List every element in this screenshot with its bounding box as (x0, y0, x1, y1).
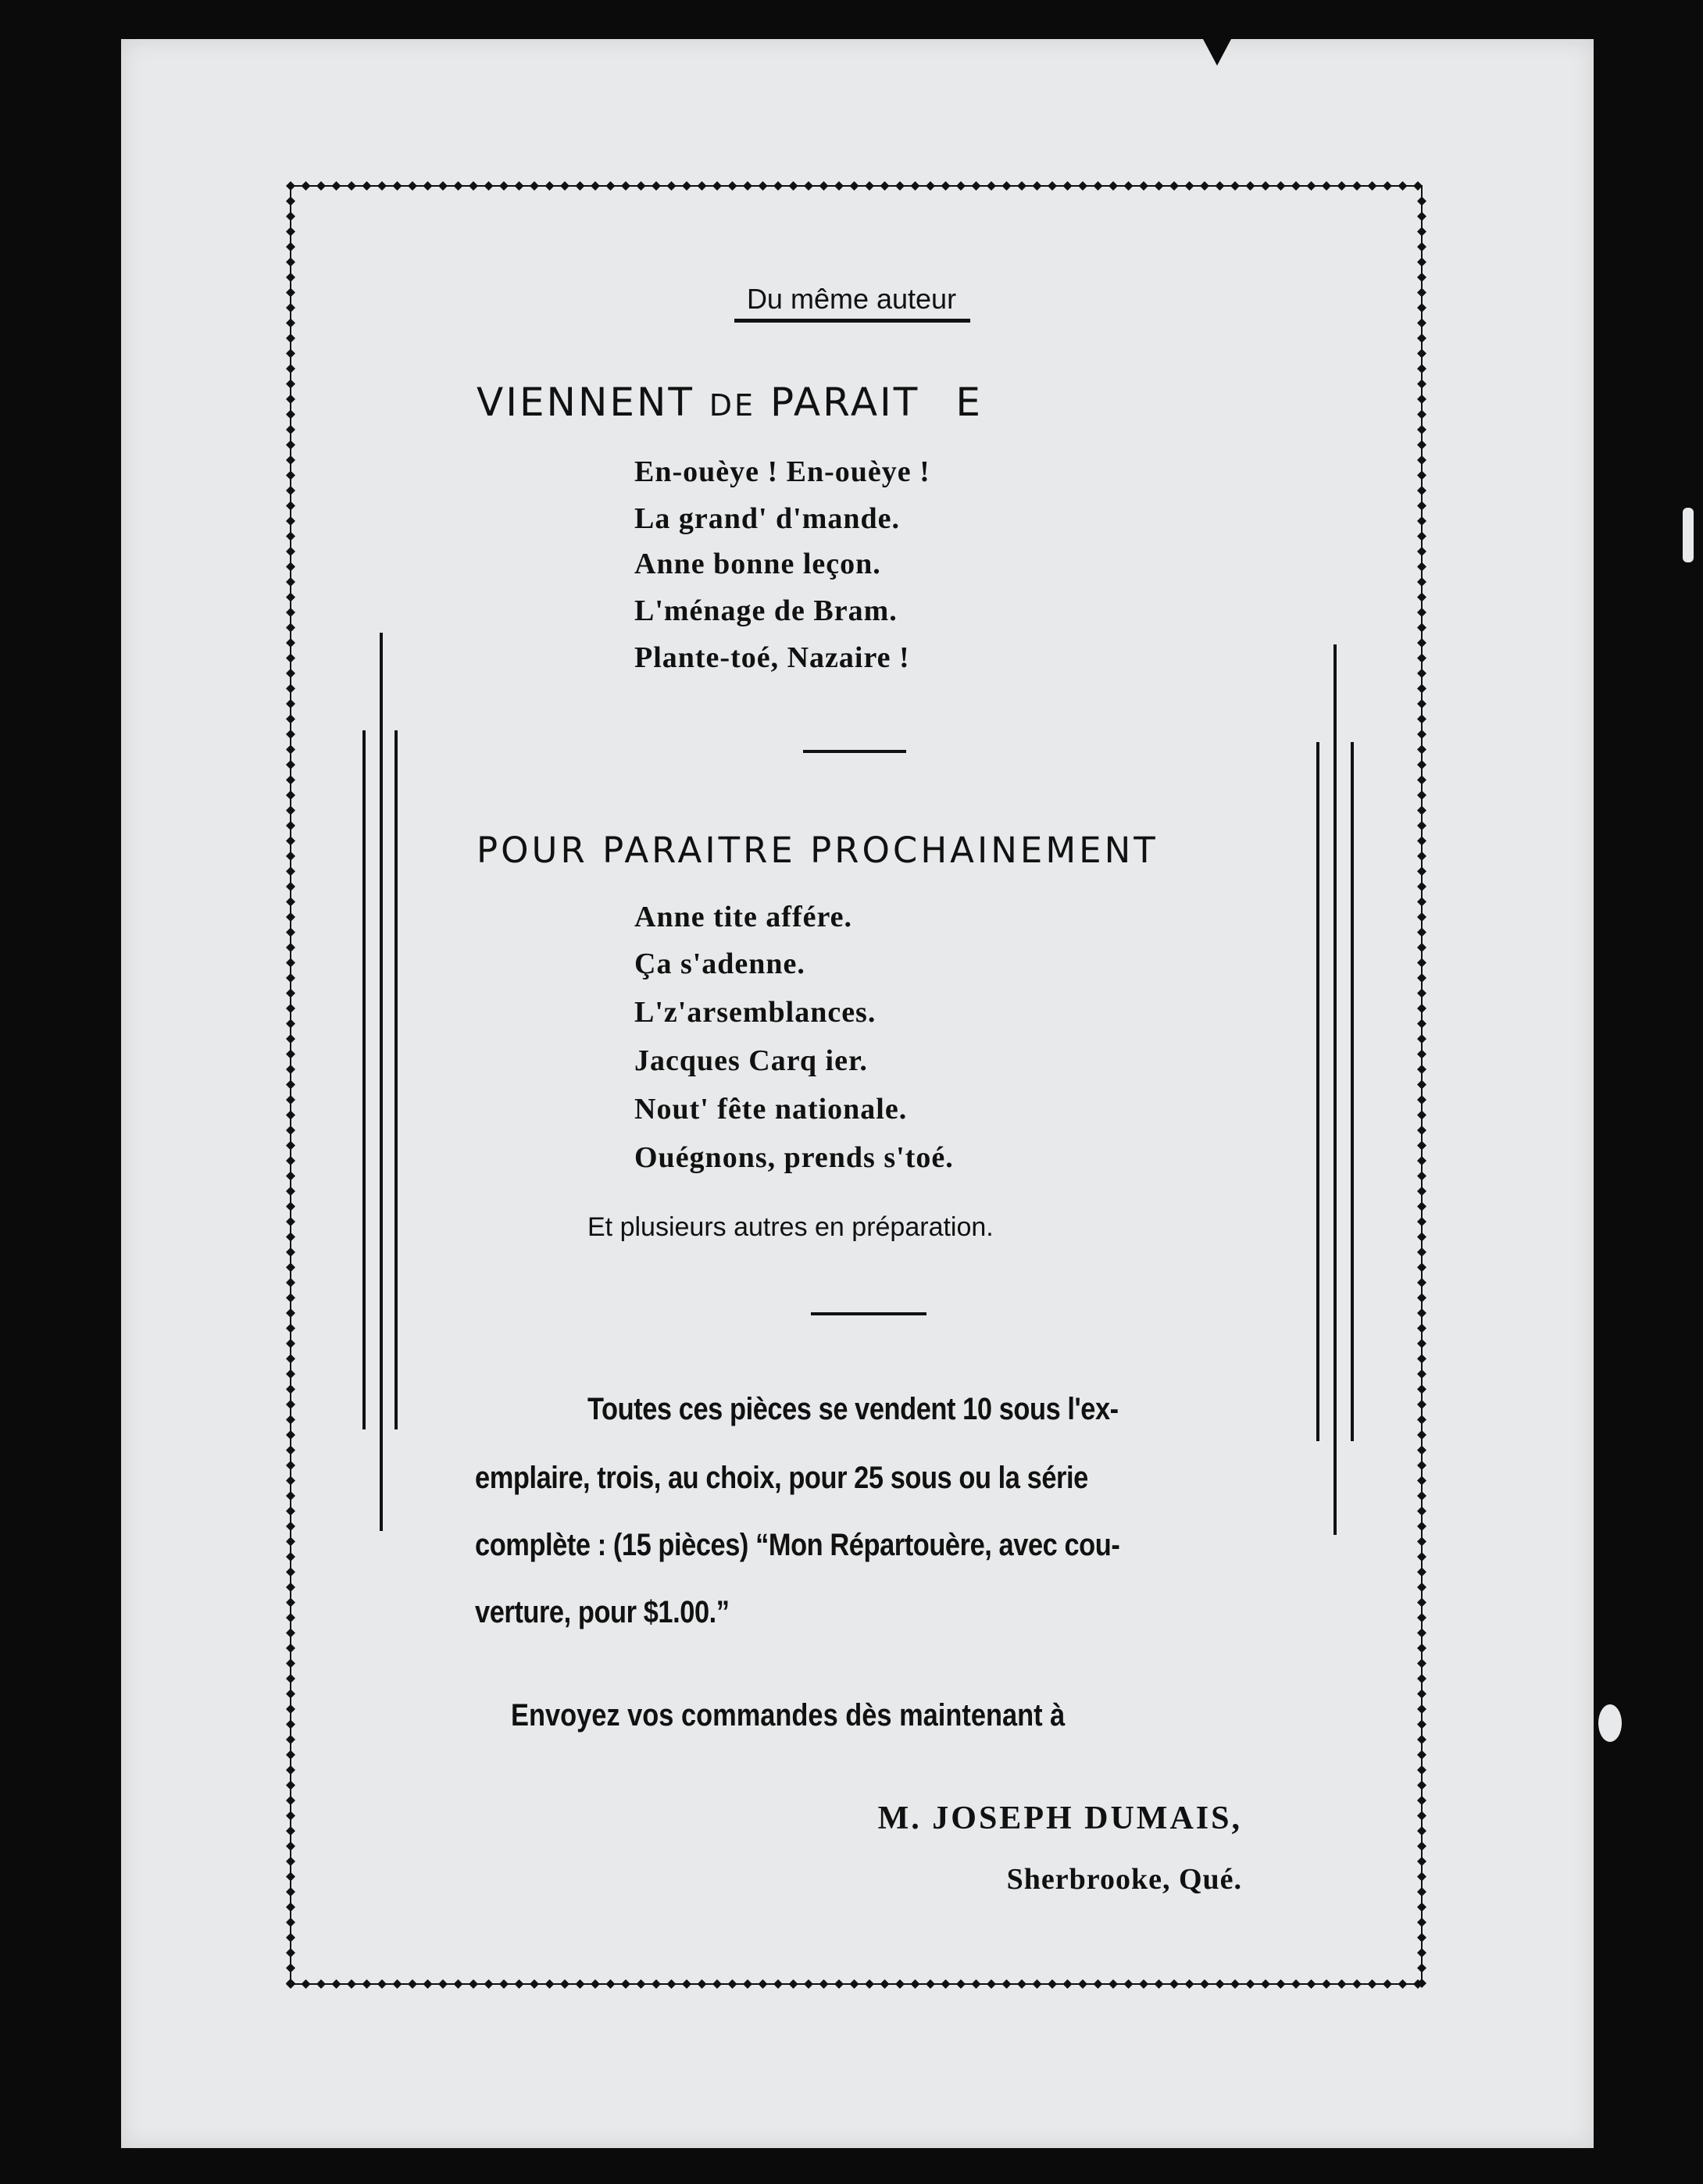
left-rule-group (362, 633, 401, 1531)
section-divider (811, 1312, 926, 1315)
sender-city: Sherbrooke, Qué. (1006, 1863, 1242, 1896)
price-paragraph-line: Toutes ces pièces se vendent 10 sous l'ex- (587, 1392, 1119, 1426)
upcoming-title: Anne tite affére. (634, 901, 853, 933)
section-divider (803, 750, 906, 753)
upcoming-title: Nout' fête nationale. (634, 1093, 908, 1126)
upcoming-title: L'z'arsemblances. (634, 996, 876, 1029)
recent-heading-part1: VIENNENT (477, 380, 709, 425)
scan-speck (1683, 508, 1694, 562)
recent-heading-de: DE (709, 388, 756, 423)
upcoming-title: Jacques Carq ier. (634, 1044, 868, 1077)
upcoming-title: Ouégnons, prends s'toé. (634, 1141, 954, 1174)
upcoming-heading: POUR PARAITRE PROCHAINEMENT (477, 830, 1159, 871)
orders-line: Envoyez vos commandes dès maintenant à (511, 1698, 1066, 1733)
recent-title: L'ménage de Bram. (634, 594, 898, 627)
recent-title: Plante-toé, Nazaire ! (634, 641, 910, 674)
right-rule-group (1316, 644, 1356, 1543)
recent-title: En-ouèye ! En-ouèye ! (634, 455, 930, 488)
sender-name: M. JOSEPH DUMAIS, (877, 1800, 1242, 1836)
recent-title: Anne bonne leçon. (634, 548, 881, 580)
paper-notch (1203, 39, 1231, 66)
recent-heading-part3: E (955, 380, 983, 425)
recent-heading-part2: PARAIT (755, 380, 920, 425)
recent-heading (477, 380, 983, 425)
more-in-preparation-note: Et plusieurs autres en préparation. (587, 1212, 994, 1242)
upcoming-title: Ça s'adenne. (634, 947, 805, 980)
price-paragraph-line: emplaire, trois, au choix, pour 25 sous ou la série (475, 1461, 1088, 1495)
price-paragraph-line: verture, pour $1.00.” (475, 1595, 730, 1629)
subtitle-underline (734, 319, 970, 323)
recent-title: La grand' d'mande. (634, 502, 901, 535)
by-same-author-subtitle: Du même auteur (746, 283, 957, 315)
scan-speck (1598, 1704, 1622, 1742)
scan-speck (1567, 1612, 1575, 1620)
price-paragraph-line: complète : (15 pièces) “Mon Répartouère, avec cou- (475, 1528, 1120, 1562)
